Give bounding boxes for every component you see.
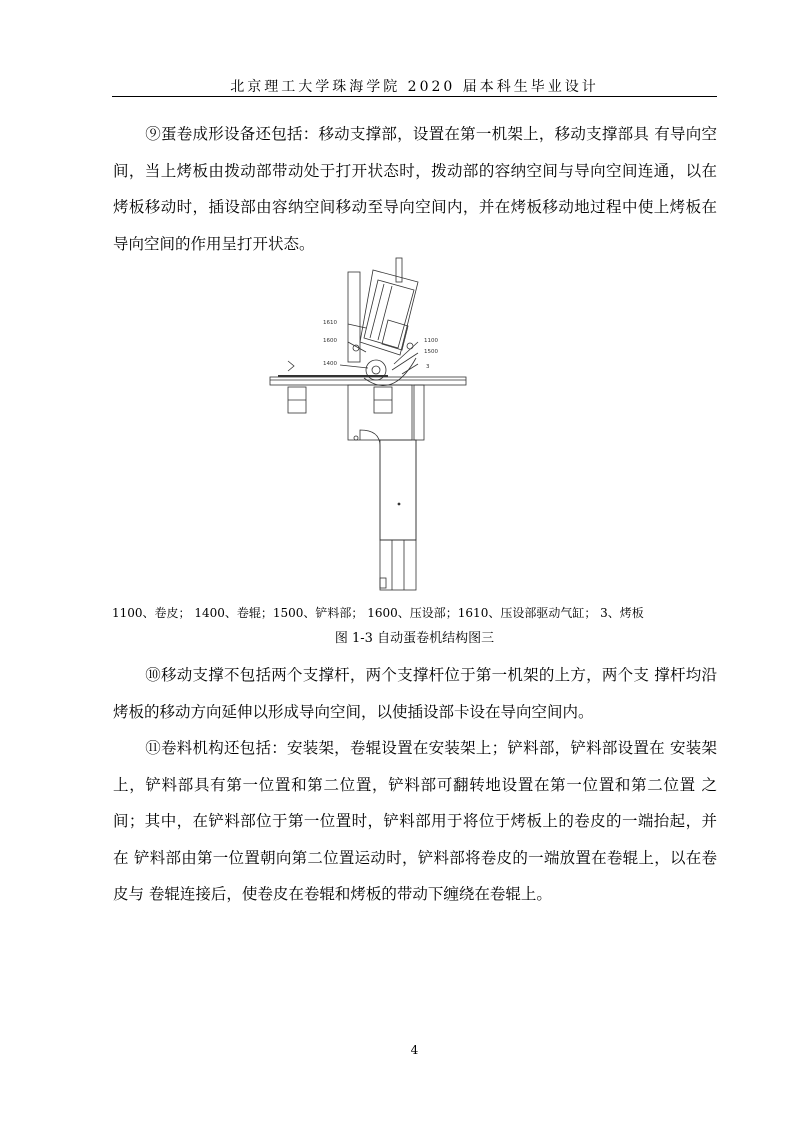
paragraph-9 bbox=[113, 116, 717, 262]
page-header: 北京理工大学珠海学院 2020 届本科生毕业设计 bbox=[230, 79, 599, 95]
figure-legend: 1100、卷皮； 1400、卷辊；1500、铲料部； 1600、压设部；1610、压设部驱动气缸； 3、烤板 bbox=[112, 606, 644, 620]
figure-caption: 图 1-3 自动蛋卷机结构图三 bbox=[334, 631, 495, 646]
paragraph-10 bbox=[113, 657, 717, 730]
label-1400: 1400 bbox=[323, 361, 337, 367]
paragraph-11 bbox=[113, 730, 717, 913]
label-1100: 1100 bbox=[424, 338, 438, 344]
label-1500: 1500 bbox=[424, 349, 438, 355]
paragraph-11-text: ⑪卷料机构还包括：安装架，卷辊设置在安装架上；铲料部，铲料部设置在 安装架上，铲料部具有第一位置和第二位置，铲料部可翻转地设置在第一位置和第二位置 之间；其中，在铲料部位于第一位置时，铲料部用于将位于烤板上的卷皮的一端抬起，并在 铲料部由第一位置朝向第二位置运动时，铲料部将卷皮的一端放置在卷辊上，以在卷皮与 卷辊连接后，使卷皮在卷辊和烤板的带动下缠绕在卷辊上。 bbox=[113, 739, 717, 903]
label-1610: 1610 bbox=[323, 320, 337, 326]
label-3: 3 bbox=[426, 364, 430, 370]
header-divider bbox=[112, 96, 717, 97]
paragraph-9-text: ⑨蛋卷成形设备还包括：移动支撑部，设置在第一机架上，移动支撑部具 有导向空间，当上烤板由拨动部带动处于打开状态时，拨动部的容纳空间与导向空间连通，以在烤板移动时，插设部由容纳空间移动至导向空间内，并在烤板移动地过程中使上烤板在导向空间的作用呈打开状态。 bbox=[113, 125, 717, 253]
page-number: 4 bbox=[410, 1043, 419, 1057]
label-1600: 1600 bbox=[323, 338, 337, 344]
machine-structure-drawing bbox=[268, 250, 468, 595]
paragraph-10-text: ⑩移动支撑不包括两个支撑杆，两个支撑杆位于第一机架的上方，两个支 撑杆均沿烤板的移动方向延伸以形成导向空间，以使插设部卡设在导向空间内。 bbox=[113, 666, 717, 721]
